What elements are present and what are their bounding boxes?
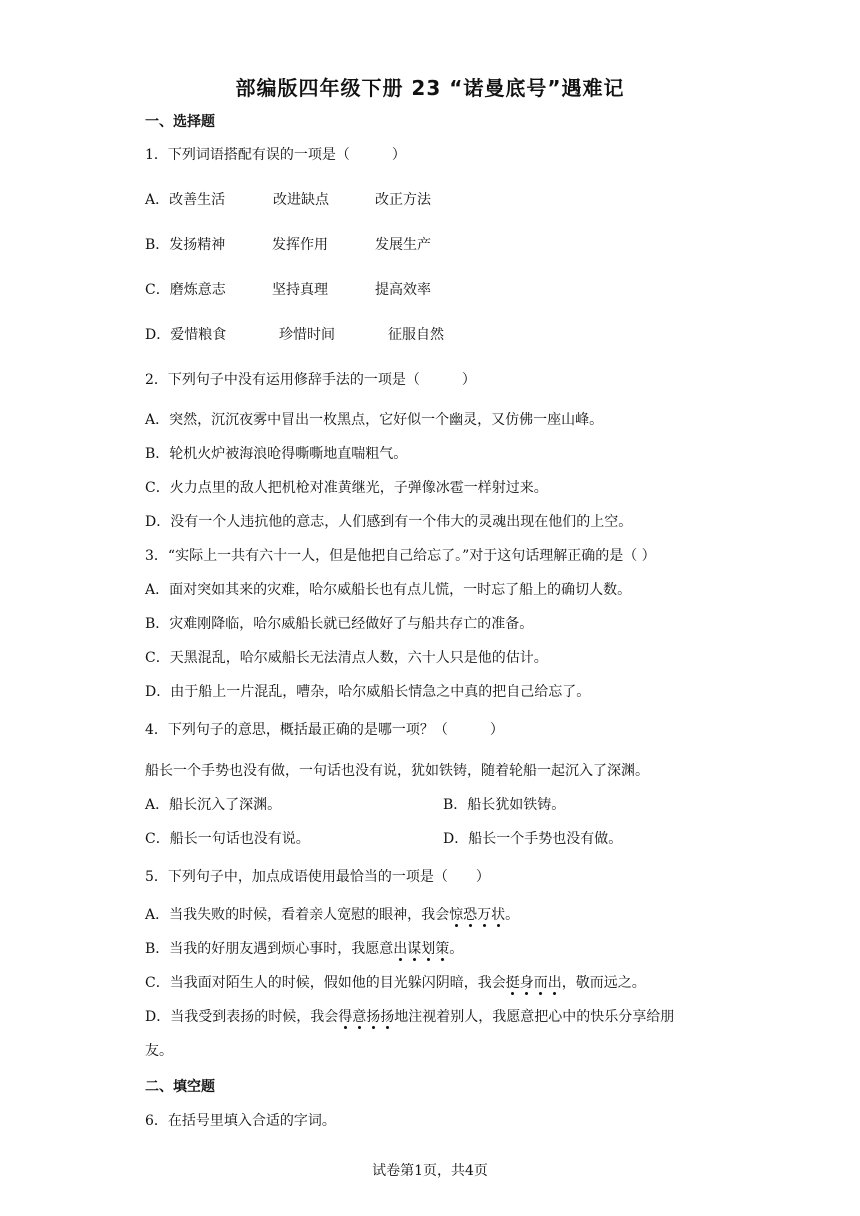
question-1-option-b (145, 235, 431, 255)
question-1-option-d (145, 325, 444, 345)
question-2-option-a: A．突然，沉沉夜雾中冒出一枚黑点，它好似一个幽灵，又仿佛一座山峰。 (145, 412, 604, 428)
dotted-char: 挺 (505, 975, 520, 991)
option-text: 。 (505, 907, 520, 923)
dotted-char: 出 (393, 941, 408, 957)
dotted-char: 而 (533, 975, 548, 991)
dotted-char: 恐 (463, 907, 478, 923)
dotted-char: 惊 (449, 907, 464, 923)
option-text: ，敬而远之。 (561, 975, 646, 991)
question-3-stem: 3．“实际上一共有六十一人，但是他把自己给忘了。”对于这句话理解正确的是（ ） (145, 548, 656, 564)
option-d-phrase-1: D．爱惜粮食 (145, 327, 227, 343)
question-1-option-c (145, 280, 431, 300)
option-text: D．当我受到表扬的时候，我会 (145, 1009, 339, 1025)
question-4-stem: 4．下列句子的意思，概括最正确的是哪一项？（ ） (145, 722, 504, 738)
question-3-option-a: A．面对突如其来的灾难，哈尔威船长也有点儿慌，一时忘了船上的确切人数。 (145, 582, 632, 598)
page-footer: 试卷第1页，共4页 (372, 1163, 488, 1179)
option-c-phrase-1: C．磨炼意志 (145, 282, 226, 298)
option-text: B．当我的好朋友遇到烦心事时，我愿意 (145, 941, 394, 957)
dotted-char: 扬 (380, 1009, 395, 1025)
option-a-phrase-1: A．改善生活 (145, 192, 226, 208)
question-3-option-b: B．灾难刚降临，哈尔威船长就已经做好了与船共存亡的准备。 (145, 616, 534, 632)
option-c-phrase-2: 坚持真理 (272, 282, 328, 298)
option-c-phrase-3: 提高效率 (375, 282, 431, 298)
question-2-option-d: D．没有一个人违抗他的意志，人们感到有一个伟大的灵魂出现在他们的上空。 (145, 514, 633, 530)
option-d-phrase-2: 珍惜时间 (279, 327, 335, 343)
option-text: 地注视着别人，我愿意把心中的快乐分享给朋 (394, 1009, 675, 1025)
option-text: A．当我失败的时候，看着亲人宽慰的眼神，我会 (145, 907, 450, 923)
question-5-option-b (145, 939, 463, 959)
section-heading-fill-in: 二、填空题 (145, 1079, 215, 1095)
dotted-char: 扬 (366, 1009, 381, 1025)
question-4-sentence: 船长一个手势也没有做，一句话也没有说，犹如铁铸，随着轮船一起沉入了深渊。 (145, 763, 649, 779)
question-4-option-a: A．船长沉入了深渊。 (145, 797, 282, 813)
dotted-char: 出 (547, 975, 562, 991)
question-5-option-d (145, 1007, 674, 1027)
option-b-phrase-3: 发展生产 (375, 237, 431, 253)
question-2-option-c: C．火力点里的敌人把机枪对准黄继光，子弹像冰雹一样射过来。 (145, 480, 548, 496)
question-2-option-b: B．轮机火炉被海浪呛得嘶嘶地直喘粗气。 (145, 446, 408, 462)
question-6-stem: 6．在括号里填入合适的字词。 (145, 1113, 336, 1129)
option-text: C．当我面对陌生人的时候，假如他的目光躲闪阴暗，我会 (145, 975, 506, 991)
dotted-char: 谋 (407, 941, 422, 957)
dotted-char: 得 (338, 1009, 353, 1025)
question-5-option-a (145, 905, 519, 925)
page-title: 部编版四年级下册 23 “诺曼底号”遇难记 (235, 76, 625, 100)
section-heading-choice: 一、选择题 (145, 114, 215, 130)
dotted-char: 身 (519, 975, 534, 991)
question-5-option-d-continued: 友。 (145, 1043, 173, 1059)
option-text: 。 (449, 941, 464, 957)
option-a-phrase-3: 改正方法 (375, 192, 431, 208)
option-b-phrase-1: B．发扬精神 (145, 237, 226, 253)
question-5-option-c (145, 973, 646, 993)
question-3-option-d: D．由于船上一片混乱，嘈杂，哈尔威船长情急之中真的把自己给忘了。 (145, 684, 591, 700)
option-b-phrase-2: 发挥作用 (272, 237, 328, 253)
question-4-option-c: C．船长一句话也没有说。 (145, 831, 310, 847)
question-5-stem: 5．下列句子中，加点成语使用最恰当的一项是（ ） (145, 869, 490, 885)
dotted-char: 状 (491, 907, 506, 923)
question-1-option-a (145, 190, 431, 210)
question-2-stem: 2．下列句子中没有运用修辞手法的一项是（ ） (145, 372, 476, 388)
option-d-phrase-3: 征服自然 (388, 327, 444, 343)
dotted-char: 意 (352, 1009, 367, 1025)
dotted-char: 划 (421, 941, 436, 957)
dotted-char: 策 (435, 941, 450, 957)
question-3-option-c: C．天黑混乱，哈尔威船长无法清点人数，六十人只是他的估计。 (145, 650, 548, 666)
option-a-phrase-2: 改进缺点 (273, 192, 329, 208)
question-1-stem: 1．下列词语搭配有误的一项是（ ） (145, 147, 406, 163)
dotted-char: 万 (477, 907, 492, 923)
question-4-option-b: B．船长犹如铁铸。 (443, 797, 566, 813)
question-4-option-d: D．船长一个手势也没有做。 (443, 831, 623, 847)
